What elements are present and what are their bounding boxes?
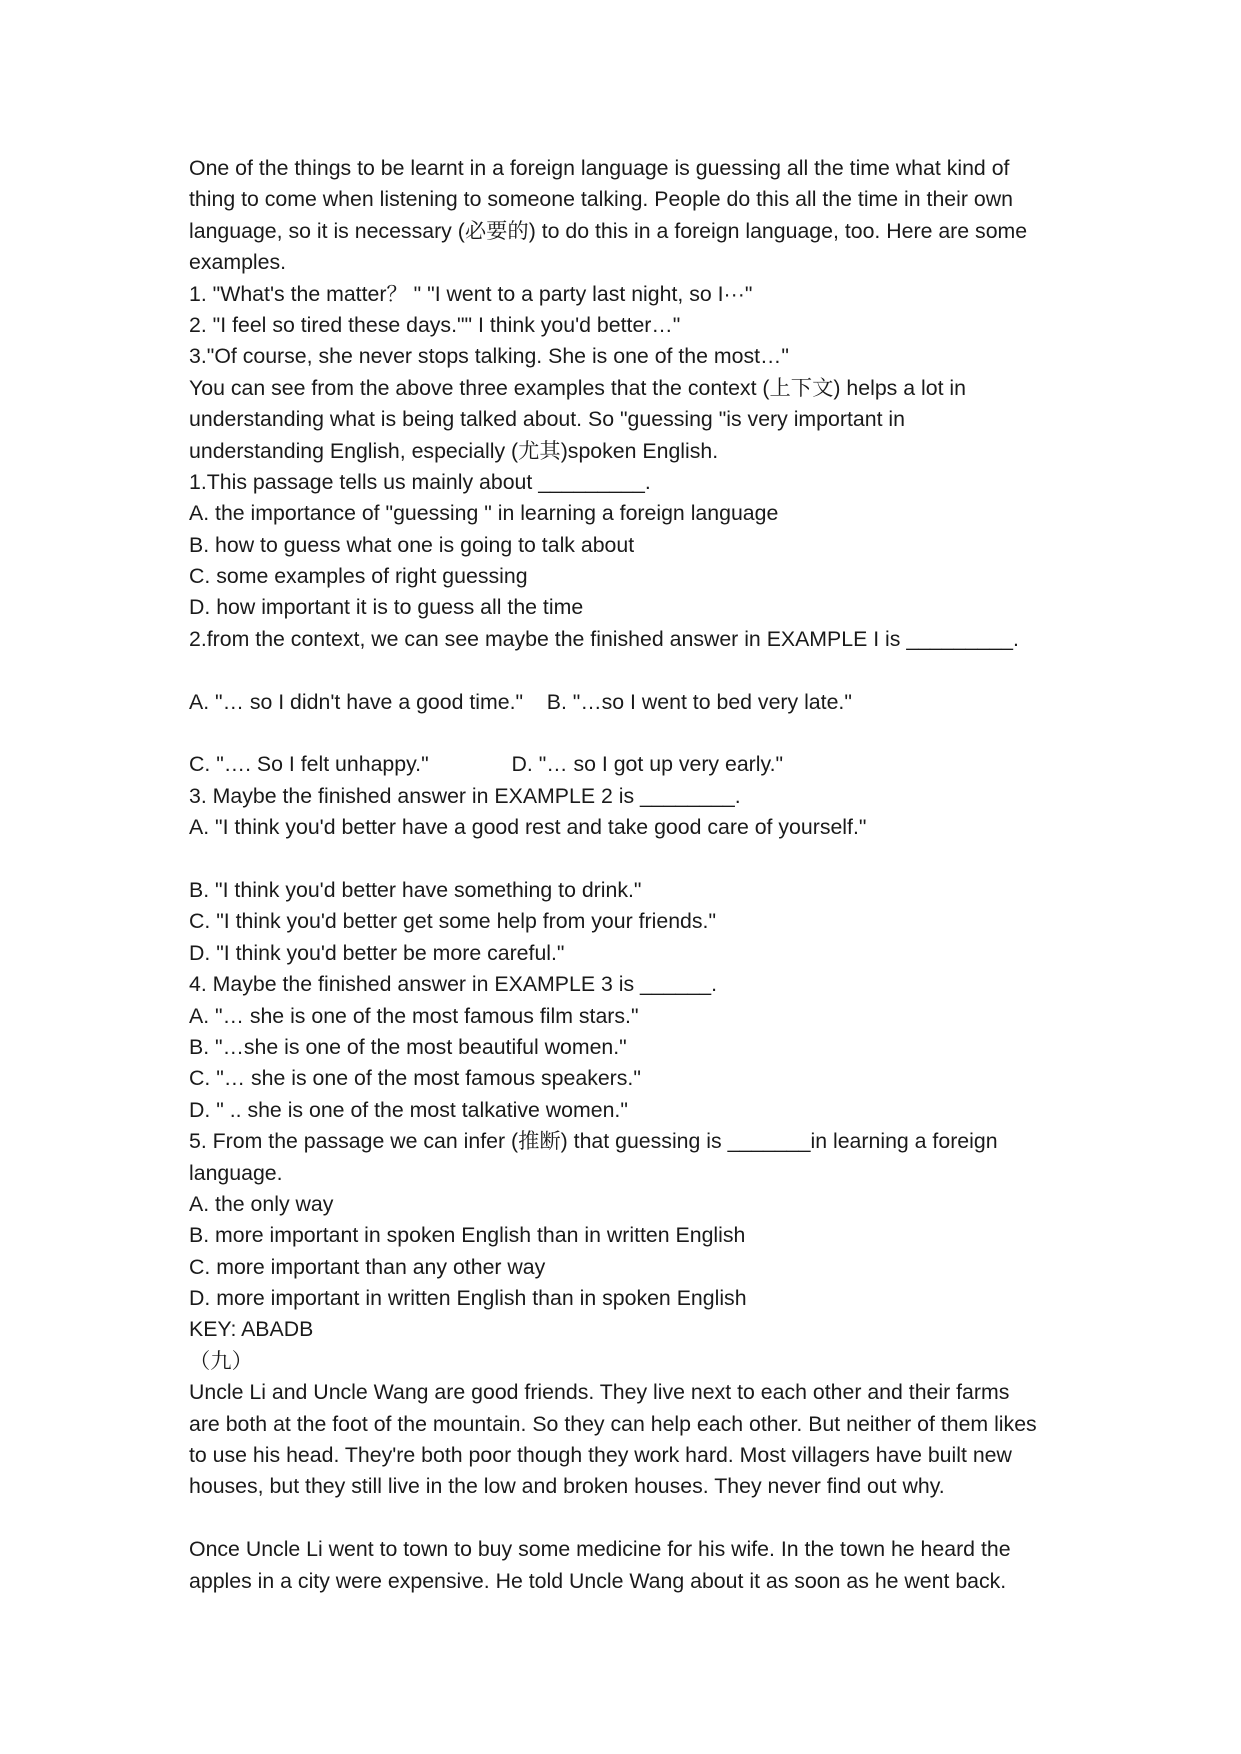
question-3-option-b: B. "I think you'd better have something to drink." [189,877,642,902]
passage-line: examples. [189,250,287,275]
question-3-option-a: A. "I think you'd better have a good rest and take good care of yourself." [189,815,867,840]
passage-2-line: Once Uncle Li went to town to buy some medicine for his wife. In the town he heard the [189,1537,1011,1562]
question-4-option-b: B. "…she is one of the most beautiful women." [189,1034,627,1059]
document-body [189,153,1069,1597]
question-5-stem: 5. From the passage we can infer (推断) that guessing is _______in learning a foreign [189,1129,998,1154]
question-5-option-c: C. more important than any other way [189,1254,546,1279]
passage-2-line: apples in a city were expensive. He told Uncle Wang about it as soon as he went back. [189,1568,1007,1593]
question-1-option-a: A. the importance of "guessing " in learning a foreign language [189,501,779,526]
question-1-option-c: C. some examples of right guessing [189,564,528,589]
section-marker: （九） [189,1348,253,1373]
question-4-option-a: A. "… she is one of the most famous film stars." [189,1003,639,1028]
passage-line: You can see from the above three examples that the context (上下文) helps a lot in [189,375,966,400]
passage-line: understanding English, especially (尤其)spoken English. [189,438,719,463]
question-3-stem: 3. Maybe the finished answer in EXAMPLE 2 is ________. [189,783,741,808]
passage-2-line: Uncle Li and Uncle Wang are good friends. They live next to each other and their farms [189,1380,1010,1405]
example-line: 1. "What's the matter？ " "I went to a party last night, so I···" [189,281,753,306]
blank-line [189,1503,1069,1534]
question-4-stem: 4. Maybe the finished answer in EXAMPLE 3 is ______. [189,972,717,997]
passage-line: language, so it is necessary (必要的) to do this in a foreign language, too. Here are some [189,218,1028,243]
passage-line: One of the things to be learnt in a foreign language is guessing all the time what kind of [189,156,1010,180]
question-5-stem: language. [189,1160,283,1185]
question-4-option-d: D. " .. she is one of the most talkative women." [189,1097,628,1122]
question-2-options-row-1: A. "… so I didn't have a good time." B. "…so I went to bed very late." [189,689,852,714]
passage-line: thing to come when listening to someone talking. People do this all the time in their own [189,187,1013,212]
question-5-option-d: D. more important in written English than in spoken English [189,1286,747,1311]
question-1-stem: 1.This passage tells us mainly about _________. [189,469,651,494]
passage-2-line: are both at the foot of the mountain. So they can help each other. But neither of them likes [189,1411,1037,1436]
blank-line [189,655,1069,686]
question-1-option-b: B. how to guess what one is going to talk about [189,532,635,557]
question-2-options-row-2: C. "…. So I felt unhappy." D. "… so I got up very early." [189,752,784,777]
question-3-option-d: D. "I think you'd better be more careful." [189,940,565,965]
question-3-option-c: C. "I think you'd better get some help from your friends." [189,909,717,934]
question-5-option-a: A. the only way [189,1191,334,1216]
blank-line [189,718,1069,749]
question-5-option-b: B. more important in spoken English than in written English [189,1223,746,1248]
blank-line [189,844,1069,875]
answer-key: KEY: ABADB [189,1317,314,1342]
passage-2-line: houses, but they still live in the low and broken houses. They never find out why. [189,1474,945,1499]
example-line: 3."Of course, she never stops talking. She is one of the most…" [189,344,789,369]
question-1-option-d: D. how important it is to guess all the time [189,595,584,620]
question-4-option-c: C. "… she is one of the most famous speakers." [189,1066,641,1091]
question-2-stem: 2.from the context, we can see maybe the finished answer in EXAMPLE I is _________. [189,626,1019,651]
example-line: 2. "I feel so tired these days."" I think you'd better…" [189,312,681,337]
passage-line: understanding what is being talked about. So "guessing "is very important in [189,407,905,432]
passage-2-line: to use his head. They're both poor though they work hard. Most villagers have built new [189,1443,1012,1468]
